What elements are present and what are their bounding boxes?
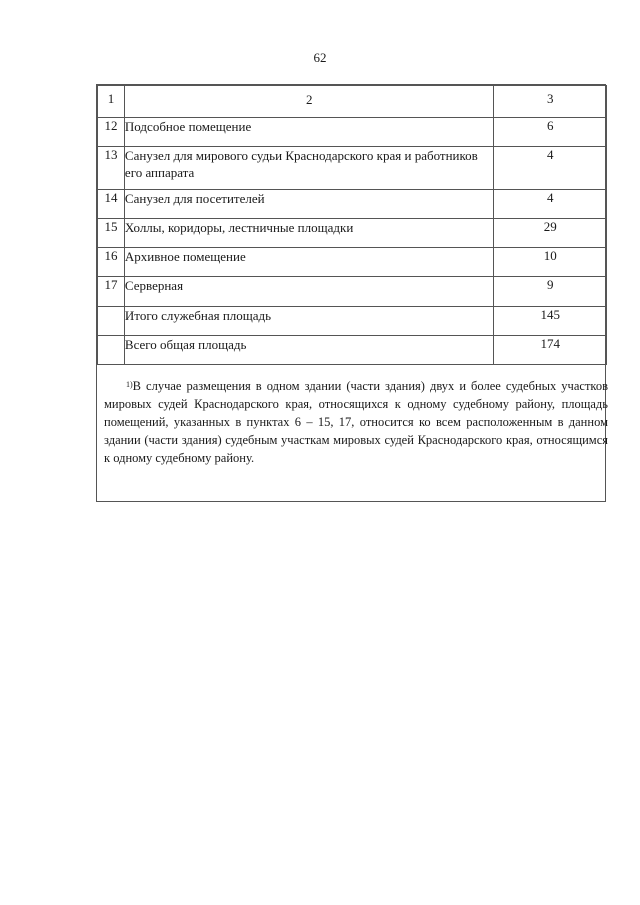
header-cell: 2 <box>124 86 494 118</box>
row-number: 14 <box>98 190 125 219</box>
table-row <box>98 219 607 248</box>
row-name: Санузел для мирового судьи Краснодарского края и работников его аппарата <box>124 147 494 190</box>
row-number <box>98 336 125 365</box>
table-row <box>98 118 607 147</box>
row-value: 9 <box>494 277 607 307</box>
row-name: Подсобное помещение <box>124 118 494 147</box>
table-row <box>98 277 607 307</box>
row-name: Санузел для посетителей <box>124 190 494 219</box>
row-name: Серверная <box>124 277 494 307</box>
header-cell: 1 <box>98 86 125 118</box>
row-number <box>98 307 125 336</box>
row-value: 4 <box>494 147 607 190</box>
row-value: 29 <box>494 219 607 248</box>
table-header-row <box>98 86 607 118</box>
row-number: 15 <box>98 219 125 248</box>
row-name: Холлы, коридоры, лестничные площадки <box>124 219 494 248</box>
footnote <box>104 377 608 467</box>
table-row <box>98 248 607 277</box>
footnote-text: В случае размещения в одном здании (части здания) двух и более судебных участков мировых судей Краснодарского края, относящихся к одному судебному району, площадь помещений, указанных в пунктах 6 – 15, 17, относится ко всем расположенным в данном здании (части здания) судебным участкам мировых судей Краснодарского края, относящимся к одному судебному району. <box>104 379 608 465</box>
row-number: 13 <box>98 147 125 190</box>
row-number: 17 <box>98 277 125 307</box>
row-value: 174 <box>494 336 607 365</box>
row-name: Всего общая площадь <box>124 336 494 365</box>
page-number: 62 <box>313 50 327 65</box>
row-name: Итого служебная площадь <box>124 307 494 336</box>
row-value: 4 <box>494 190 607 219</box>
row-number: 12 <box>98 118 125 147</box>
table-row <box>98 147 607 190</box>
row-value: 6 <box>494 118 607 147</box>
table-row-subtotal <box>98 307 607 336</box>
row-value: 10 <box>494 248 607 277</box>
row-name: Архивное помещение <box>124 248 494 277</box>
table-row <box>98 190 607 219</box>
table-row-total <box>98 336 607 365</box>
area-table <box>97 85 607 365</box>
row-value: 145 <box>494 307 607 336</box>
header-cell: 3 <box>494 86 607 118</box>
footnote-marker: 1) <box>126 380 133 389</box>
row-number: 16 <box>98 248 125 277</box>
